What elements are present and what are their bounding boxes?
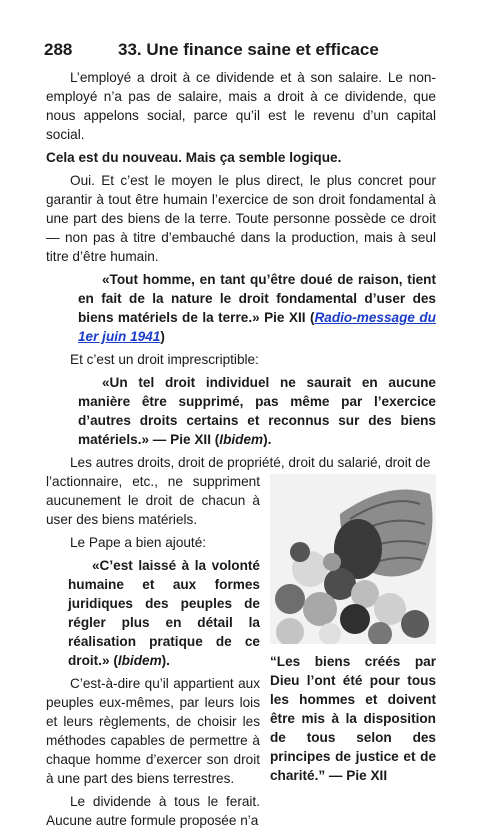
two-column-section xyxy=(46,472,436,834)
quote-block xyxy=(68,556,260,670)
quote-reference: Ibidem xyxy=(219,432,264,447)
bold-statement: Cela est du nouveau. Mais ça semble logique. xyxy=(46,150,342,165)
figure-caption: “Les biens créés par Dieu l’ont été pour tous les hommes et doivent être mis à la disposition de tous selon des principes de justice et de charité.” — Pie XII xyxy=(270,654,436,783)
paragraph: C’est-à-dire qu’il appartient aux peuples eux-mêmes, par leurs lois et leurs règlements, de choisir les méthodes capables de permettre à chaque homme d’exercer son droit à une part des biens terrestres. xyxy=(46,676,260,786)
right-column xyxy=(270,472,436,789)
quote-reference: Ibidem xyxy=(117,653,162,668)
quote-block xyxy=(78,270,436,346)
quote-text: «Tout homme, en tant qu’être doué de raison, tient en fait de la nature le droit fondamental d’user des biens matériels de la terre.» Pie XII ( xyxy=(78,272,436,325)
cornucopia-image xyxy=(270,474,436,644)
left-column xyxy=(46,472,260,834)
radio-message-link[interactable]: Radio-message du 1er juin 1941 xyxy=(78,310,436,344)
paragraph: L’employé a droit à ce dividende et à son salaire. Le non-employé n’a pas de salaire, mais a droit à ce dividende, que nous appelons social, parce qu’il est le revenu d’un capital social. xyxy=(46,70,436,142)
quote-block xyxy=(78,373,436,449)
page-number: 288 xyxy=(44,40,73,59)
main-text xyxy=(46,68,436,834)
quote-close: ). xyxy=(161,653,170,668)
quote-text: «Un tel droit individuel ne saurait en aucune manière être supprimé, pas même par l’exercice d’autres droits certains et reconnus sur des biens matériels.» — Pie XII ( xyxy=(78,375,436,447)
paragraph: l’actionnaire, etc., ne suppriment aucunement le droit de chacun à user des biens matériels. xyxy=(46,474,260,527)
quote-text: «C’est laissé à la volonté humaine et aux formes juridiques des peuples de régler plus en détail la réalisation pratique de ce droit.» ( xyxy=(68,558,260,668)
quote-close: ) xyxy=(160,329,165,344)
chapter-title: 33. Une finance saine et efficace xyxy=(118,40,379,59)
page-header xyxy=(44,40,440,66)
paragraph: Les autres droits, droit de propriété, droit du salarié, droit de xyxy=(70,455,431,470)
paragraph: Le Pape a bien ajouté: xyxy=(70,535,207,550)
cornucopia-illustration xyxy=(270,474,436,644)
quote-close: ). xyxy=(263,432,272,447)
paragraph: Et c’est un droit imprescriptible: xyxy=(70,352,259,367)
paragraph: Oui. Et c’est le moyen le plus direct, le plus concret pour garantir à tout être humain l’exercice de son droit fondamental à une part des biens de la terre. Toute personne possède ce droit — non pas à titre d’embauché dans la production, mais à seul titre d’être humain. xyxy=(46,173,436,264)
paragraph: Le dividende à tous le ferait. Aucune autre formule proposée n’a xyxy=(46,794,260,828)
